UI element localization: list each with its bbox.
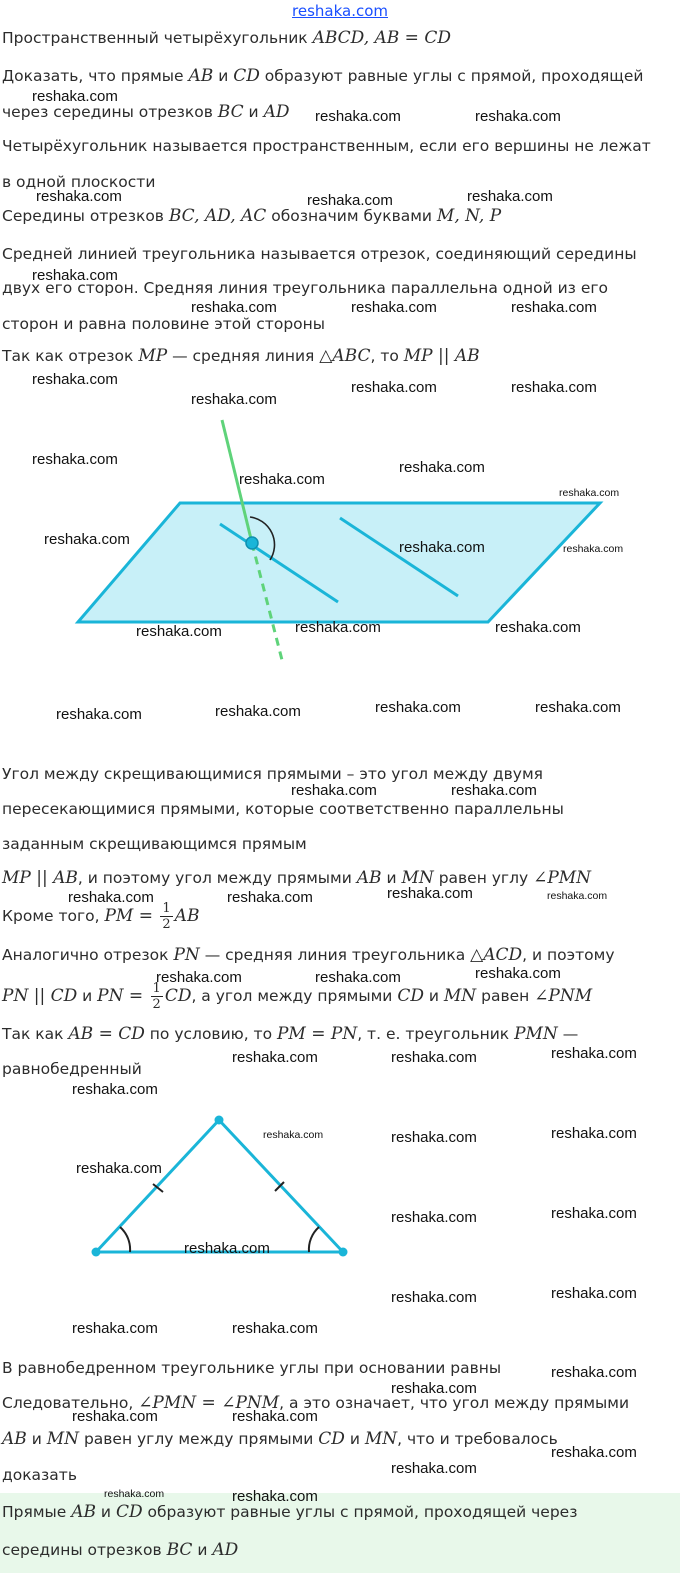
- vertex-right: [339, 1248, 348, 1257]
- watermark: reshaka.com: [399, 459, 485, 476]
- pm-half-ab: Кроме того, PM = $\frac{1}{2}$ AB: [2, 901, 200, 932]
- watermark: reshaka.com: [391, 1380, 477, 1397]
- conclusion-3: доказать: [2, 1466, 77, 1484]
- watermark: reshaka.com: [104, 1488, 165, 1500]
- angle-arc-left: [120, 1227, 130, 1252]
- watermark: reshaka.com: [36, 188, 122, 205]
- midline-definition-3: сторон и равна половине этой стороны: [2, 315, 326, 333]
- watermark: reshaka.com: [72, 1320, 158, 1337]
- triangle-left-side: [96, 1120, 219, 1252]
- watermark: reshaka.com: [184, 1240, 270, 1257]
- watermark: reshaka.com: [72, 1408, 158, 1425]
- watermark: reshaka.com: [511, 299, 597, 316]
- watermark: reshaka.com: [451, 782, 537, 799]
- midline-definition-2: двух его сторон. Средняя линия треугольника параллельна одной из его: [2, 279, 609, 297]
- skew-lines-text-1: Угол между скрещивающимися прямыми – это угол между двумя: [2, 765, 543, 783]
- problem-statement-line2: через середины отрезков BC и AD: [2, 102, 290, 122]
- watermark: reshaka.com: [76, 1160, 162, 1177]
- watermark: reshaka.com: [232, 1049, 318, 1066]
- watermark: reshaka.com: [32, 371, 118, 388]
- fraction-half-2: $\frac{1}{2}$: [152, 981, 161, 1012]
- watermark: reshaka.com: [351, 379, 437, 396]
- watermark: reshaka.com: [307, 192, 393, 209]
- isosceles-text-1: Так как AB = CD по условию, то PM = PN, т. е. треугольник PMN —: [2, 1024, 579, 1044]
- watermark: reshaka.com: [215, 703, 301, 720]
- site-link[interactable]: reshaka.com: [292, 2, 388, 20]
- watermark: reshaka.com: [32, 267, 118, 284]
- watermark: reshaka.com: [551, 1364, 637, 1381]
- base-angles-text: В равнобедренном треугольнике углы при основании равны: [2, 1359, 502, 1377]
- midline-definition-1: Средней линией треугольника называется отрезок, соединяющий середины: [2, 245, 637, 263]
- angle-pmn-text: MP || AB, и поэтому угол между прямыми AB и MN равен углу ∠PMN: [2, 868, 592, 888]
- watermark: reshaka.com: [295, 619, 381, 636]
- watermark: reshaka.com: [391, 1049, 477, 1066]
- watermark: reshaka.com: [399, 539, 485, 556]
- watermark: reshaka.com: [467, 188, 553, 205]
- plane: [78, 503, 600, 622]
- watermark: reshaka.com: [72, 1081, 158, 1098]
- watermark: reshaka.com: [391, 1129, 477, 1146]
- watermark: reshaka.com: [136, 623, 222, 640]
- watermark: reshaka.com: [232, 1408, 318, 1425]
- watermark: reshaka.com: [191, 299, 277, 316]
- problem-condition: Пространственный четырёхугольник ABCD, AB = CD: [2, 28, 451, 48]
- watermark: reshaka.com: [32, 451, 118, 468]
- watermark: reshaka.com: [232, 1320, 318, 1337]
- answer-line2: середины отрезков BC и AD: [2, 1540, 239, 1560]
- watermark: reshaka.com: [375, 699, 461, 716]
- watermark: reshaka.com: [511, 379, 597, 396]
- skew-lines-text-3: заданным скрещивающимся прямым: [2, 835, 307, 853]
- watermark: reshaka.com: [68, 889, 154, 906]
- problem-statement-line1: Доказать, что прямые AB и CD образуют равные углы с прямой, проходящей: [2, 66, 644, 86]
- answer-line1: Прямые AB и CD образуют равные углы с прямой, проходящей через: [2, 1502, 578, 1522]
- watermark: reshaka.com: [44, 531, 130, 548]
- mp-parallel-ab: Так как отрезок MP — средняя линия △ABC, то MP || AB: [2, 346, 480, 366]
- watermark: reshaka.com: [551, 1205, 637, 1222]
- watermark: reshaka.com: [315, 108, 401, 125]
- definition-line2: в одной плоскости: [2, 173, 156, 191]
- fraction-half: $\frac{1}{2}$: [162, 901, 171, 932]
- watermark: reshaka.com: [535, 699, 621, 716]
- watermark: reshaka.com: [239, 471, 325, 488]
- watermark: reshaka.com: [227, 889, 313, 906]
- watermark: reshaka.com: [391, 1289, 477, 1306]
- isosceles-text-2: равнобедренный: [2, 1060, 142, 1078]
- watermark: reshaka.com: [563, 543, 624, 555]
- vertex-top: [215, 1116, 224, 1125]
- vertex-left: [92, 1248, 101, 1257]
- watermark: reshaka.com: [315, 969, 401, 986]
- definition-line1: Четырёхугольник называется пространственным, если его вершины не лежат: [2, 137, 651, 155]
- watermark: reshaka.com: [551, 1125, 637, 1142]
- intersection-point: [246, 537, 258, 549]
- watermark: reshaka.com: [495, 619, 581, 636]
- pn-midline-text: Аналогично отрезок PN — средняя линия треугольника △ACD, и поэтому: [2, 945, 615, 965]
- watermark: reshaka.com: [391, 1460, 477, 1477]
- watermark: reshaka.com: [351, 299, 437, 316]
- watermark: reshaka.com: [56, 706, 142, 723]
- watermark: reshaka.com: [475, 108, 561, 125]
- watermark: reshaka.com: [391, 1209, 477, 1226]
- watermark: reshaka.com: [551, 1045, 637, 1062]
- watermark: reshaka.com: [232, 1488, 318, 1505]
- watermark: reshaka.com: [475, 965, 561, 982]
- watermark: reshaka.com: [191, 391, 277, 408]
- watermark: reshaka.com: [559, 487, 620, 499]
- conclusion-2: AB и MN равен углу между прямыми CD и MN, что и требовалось: [2, 1429, 558, 1449]
- pn-parallel-cd: PN || CD и PN = $\frac{1}{2}$ CD, а угол между прямыми CD и MN равен ∠PNM: [2, 981, 593, 1012]
- skew-lines-text-2: пересекающимися прямыми, которые соответственно параллельны: [2, 800, 564, 818]
- angle-arc-right: [309, 1227, 319, 1252]
- watermark: reshaka.com: [263, 1129, 324, 1141]
- watermark: reshaka.com: [551, 1285, 637, 1302]
- watermark: reshaka.com: [547, 890, 608, 902]
- watermark: reshaka.com: [32, 88, 118, 105]
- watermark: reshaka.com: [291, 782, 377, 799]
- midpoints-text: Середины отрезков BC, AD, AC обозначим буквами M, N, P: [2, 206, 502, 226]
- watermark: reshaka.com: [551, 1444, 637, 1461]
- conclusion-1: Следовательно, ∠PMN = ∠PNM, а это означает, что угол между прямыми: [2, 1393, 630, 1413]
- watermark: reshaka.com: [387, 885, 473, 902]
- watermark: reshaka.com: [156, 969, 242, 986]
